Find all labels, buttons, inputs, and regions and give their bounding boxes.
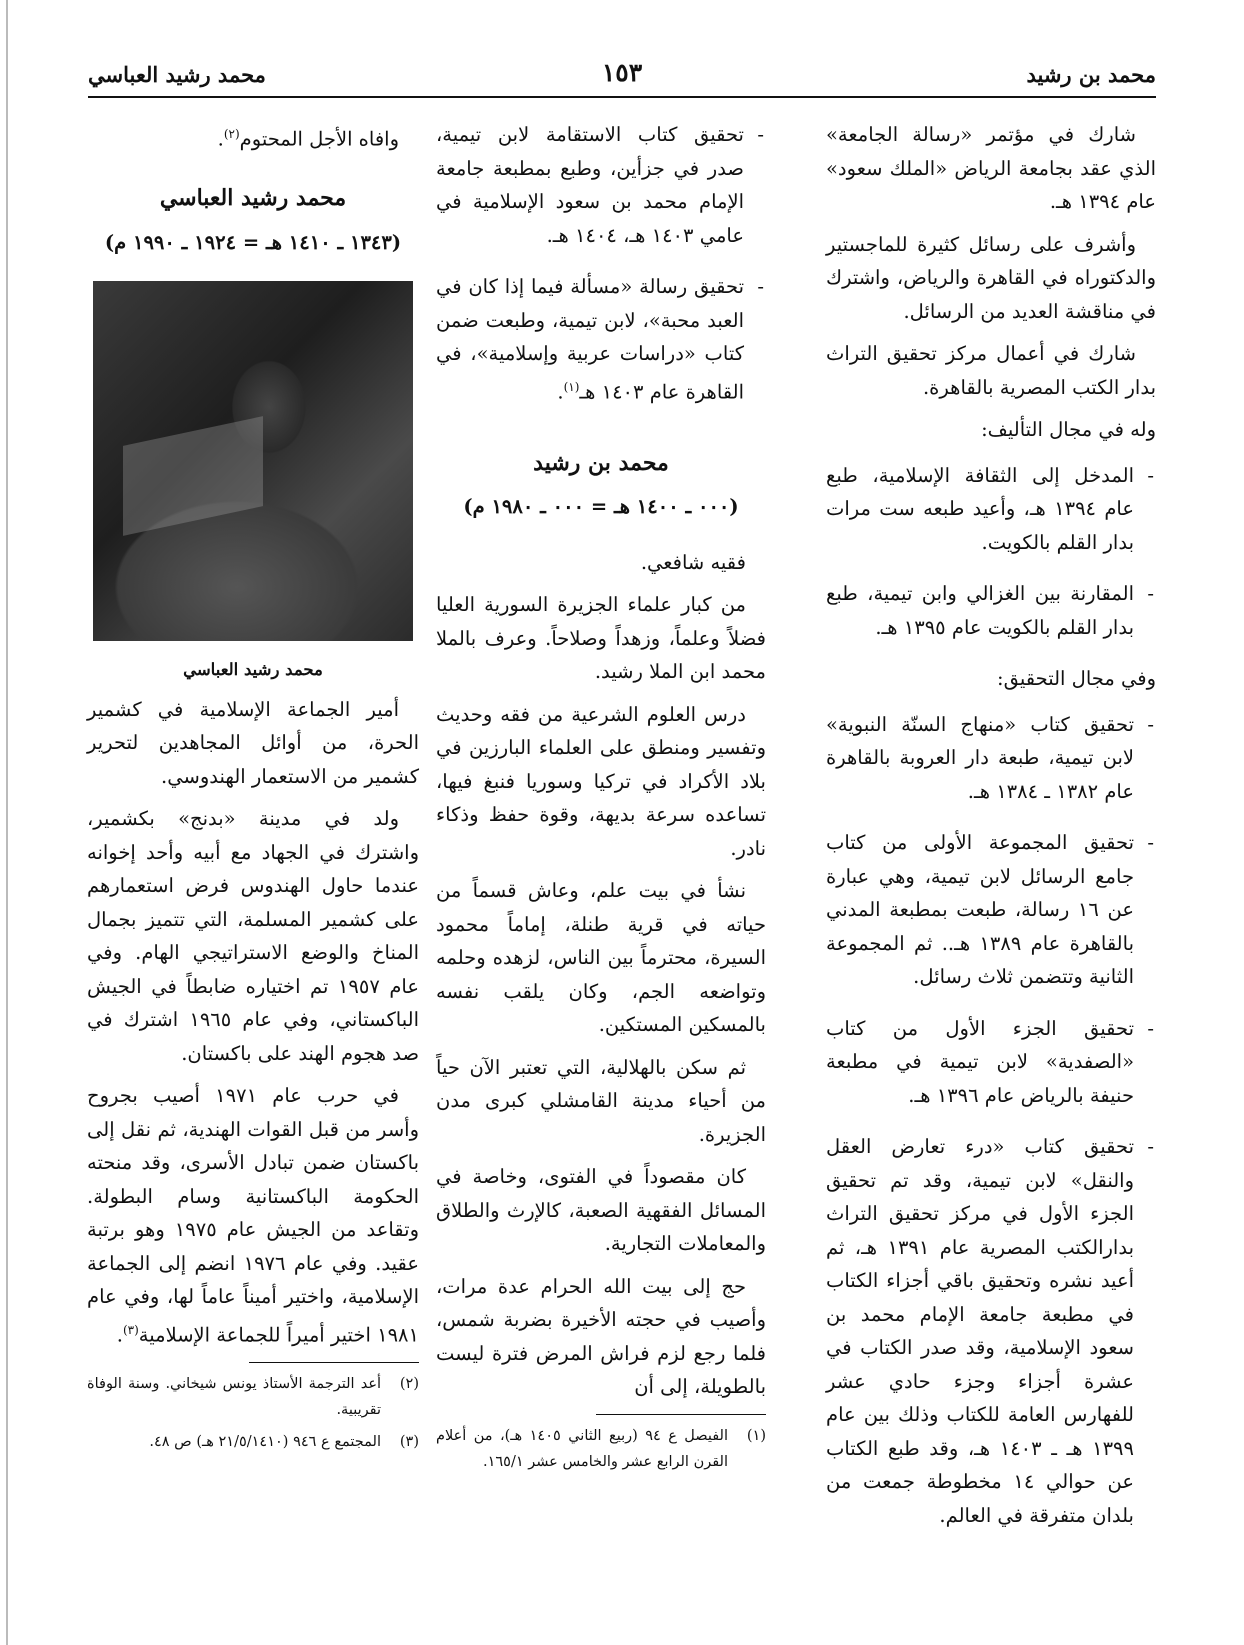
entry-dates: (٠٠٠ ـ ١٤٠٠ هـ = ٠٠٠ ـ ١٩٨٠ م) [463, 495, 739, 518]
footnote-divider [249, 1362, 419, 1363]
edited-works-list [826, 708, 1156, 1533]
footnote-text: الفيصل ع ٩٤ (ربيع الثاني ١٤٠٥ هـ)، من أعلام القرن الرابع عشر والخامس عشر ١٦٥/١. [436, 1427, 728, 1470]
paragraph: ولد في مدينة «بدنج» بكشمير، واشترك في الجهاد مع أبيه وأحد إخوانه عندما حاول الهندوس فرض استعمارهم على كشمير المسلمة، التي تتميز بجمال المناخ والوضع الاستراتيجي الهام. وفي عام ١٩٥٧ تم اختياره ضابطاً في الجيش الباكستاني، وفي عام ١٩٦٥ اشترك في صد هجوم الهند على باكستان. [87, 807, 419, 1065]
punctuation: . [217, 127, 224, 151]
paragraph: وأشرف على رسائل كثيرة للماجستير والدكتوراه في القاهرة والرياض، واشترك في مناقشة العديد من الرسائل. [826, 232, 1156, 323]
entry-title: محمد بن رشيد [533, 449, 669, 476]
paragraph [87, 118, 419, 156]
list-item: - المقارنة بين الغزالي وابن تيمية، طبع بدار القلم بالكويت عام ١٣٩٥ هـ. [826, 577, 1156, 644]
entry-title: محمد رشيد العباسي [159, 185, 347, 211]
footnote-number: (١) [746, 1427, 766, 1444]
paragraph: كان مقصوداً في الفتوى، وخاصة في المسائل الفقهية الصعبة، كالإرث والطلاق والمعاملات التجارية. [436, 1165, 766, 1255]
footnote [436, 1423, 766, 1475]
paragraph: فقيه شافعي. [640, 550, 746, 574]
punctuation: . [557, 380, 564, 403]
photo-highlight [123, 416, 263, 536]
footnote-ref: (٢) [223, 127, 240, 141]
list-item [436, 270, 766, 409]
list-item: - المدخل إلى الثقافة الإسلامية، طبع عام ١٣٩٤ هـ، وأعيد طبعه ست مرات بدار القلم بالكويت. [826, 459, 1156, 560]
list-item: - تحقيق كتاب «درء تعارض العقل والنقل» لابن تيمية، وقد تم تحقيق الجزء الأول في مركز تحقيق التراث بدارالكتب المصرية عام ١٣٩١ هـ، ثم أعيد نشره وتحقيق باقي أجزاء الكتاب في مطبعة جامعة الإمام محمد بن سعود الإسلامية، وقد صدر الكتاب في عشرة أجزاء وجزء حادي عشر للفهارس العامة للكتاب وذلك بين عام ١٣٩٩ هـ ـ ١٤٠٣ هـ، وقد طبع الكتاب عن حوالي ١٤ مخطوطة جمعت من بلدان متفرقة في العالم. [826, 1130, 1156, 1532]
paragraph: شارك في أعمال مركز تحقيق التراث بدار الكتب المصرية بالقاهرة. [826, 342, 1156, 399]
paragraph: ثم سكن بالهلالية، التي تعتبر الآن حياً من أحياء مدينة القامشلي كبرى مدن الجزيرة. [436, 1055, 766, 1146]
footnote-divider [596, 1414, 766, 1415]
photo-caption: محمد رشيد العباسي [183, 660, 323, 679]
paragraph: نشأ في بيت علم، وعاش قسماً من حياته في قرية طنلة، إماماً محمود السيرة، محترماً بين الناس، لزهده وحلمه وتواضعه الجم، وكان يلقب نفسه بالمسكين المستكين. [436, 879, 766, 1036]
paragraph-text: في حرب عام ١٩٧١ أصيب بجروح وأسر من قبل القوات الهندية، ثم نقل إلى باكستان ضمن تبادل الأسرى، وقد منحته الحكومة الباكستانية وسام البطولة. وتقاعد من الجيش عام ١٩٧٥ وهو برتبة عقيد. وفي عام ١٩٧٦ انضم إلى الجماعة الإسلامية، واختير أميناً عاماً لها، وفي عام ١٩٨١ اختير أميراً للجماعة الإسلامية [87, 1084, 419, 1346]
paragraph: درس العلوم الشرعية من فقه وحديث وتفسير ومنطق على العلماء البارزين في بلاد الأكراد في تركيا وسوريا فنبغ فيها، تساعده سرعة بديهة، وقوة حفظ وذكاء نادر. [436, 702, 766, 860]
paragraph: من كبار علماء الجزيرة السورية العليا فضلاً وعلماً، وزهداً وصلاحاً. وعرف بالملا محمد ابن الملا رشيد. [436, 593, 766, 683]
page-header [88, 58, 1156, 98]
footnote-ref: (٣) [122, 1322, 139, 1337]
list-item: - تحقيق المجموعة الأولى من كتاب جامع الرسائل لابن تيمية، وهي عبارة عن ١٦ رسالة، طبعت بمطبعة المدني بالقاهرة عام ١٣٨٩ هـ.. ثم المجموعة الثانية وتتضمن ثلاث رسائل. [826, 826, 1156, 994]
footnote-text: المجتمع ع ٩٤٦ (٢١/٥/١٤١٠ هـ) ص ٤٨. [149, 1433, 381, 1450]
footnote-text: أعد الترجمة الأستاذ يونس شيخاني. وسنة الوفاة تقريبية. [87, 1375, 381, 1418]
column-middle [436, 118, 766, 1481]
running-head-left: محمد رشيد العباسي [88, 62, 266, 87]
list-item: - تحقيق كتاب الاستقامة لابن تيمية، صدر في جزأين، وطبع بمطبعة جامعة الإمام محمد بن سعود الإسلامية في عامي ١٤٠٣ هـ، ١٤٠٤ هـ. [436, 118, 766, 252]
paragraph: شارك في مؤتمر «رسالة الجامعة» الذي عقد بجامعة الرياض «الملك سعود» عام ١٣٩٤ هـ. [826, 123, 1156, 213]
list-item: - تحقيق كتاب «منهاج السنّة النبوية» لابن تيمية، طبعة دار العروبة بالقاهرة عام ١٣٨٢ ـ ١٣٨٤ هـ. [826, 708, 1156, 809]
entry-dates: (١٣٤٣ ـ ١٤١٠ هـ = ١٩٢٤ ـ ١٩٩٠ م) [104, 230, 402, 254]
footnote [87, 1371, 419, 1423]
list-item-text: تحقيق رسالة «مسألة فيما إذا كان في العبد محبة»، لابن تيمية، وطبعت ضمن كتاب «دراسات عربية وإسلامية»، في القاهرة عام ١٤٠٣ هـ [436, 275, 744, 403]
authored-works-list [826, 459, 1156, 645]
list-item: - تحقيق الجزء الأول من كتاب «الصفدية» لابن تيمية في مطبعة حنيفة بالرياض عام ١٣٩٦ هـ. [826, 1012, 1156, 1113]
footnote-number: (٣) [399, 1433, 419, 1450]
footnote-number: (٢) [399, 1375, 419, 1392]
paragraph: أمير الجماعة الإسلامية في كشمير الحرة، من أوائل المجاهدين لتحرير كشمير من الاستعمار الهندوسي. [87, 697, 419, 788]
edited-works-list-continued [436, 118, 766, 409]
portrait-photo [93, 281, 413, 641]
continuation-text: وافاه الأجل المحتوم [239, 127, 399, 151]
binding-edge [6, 0, 8, 1645]
paragraph [87, 1079, 419, 1352]
footnote [87, 1429, 419, 1455]
column-right [826, 118, 1156, 1550]
page-number: ١٥٣ [601, 58, 643, 87]
running-head-right: محمد بن رشيد [1026, 62, 1156, 87]
punctuation: . [116, 1323, 123, 1346]
editing-heading: وفي مجال التحقيق: [997, 667, 1156, 690]
paragraph: حج إلى بيت الله الحرام عدة مرات، وأصيب في حجته الأخيرة بضربة شمس، فلما رجع لزم فراش المرض فترة ليست بالطويلة، إلى أن [436, 1274, 766, 1398]
authorship-heading: وله في مجال التأليف: [981, 418, 1156, 441]
footnote-ref: (١) [563, 379, 580, 394]
column-left [87, 118, 419, 1461]
